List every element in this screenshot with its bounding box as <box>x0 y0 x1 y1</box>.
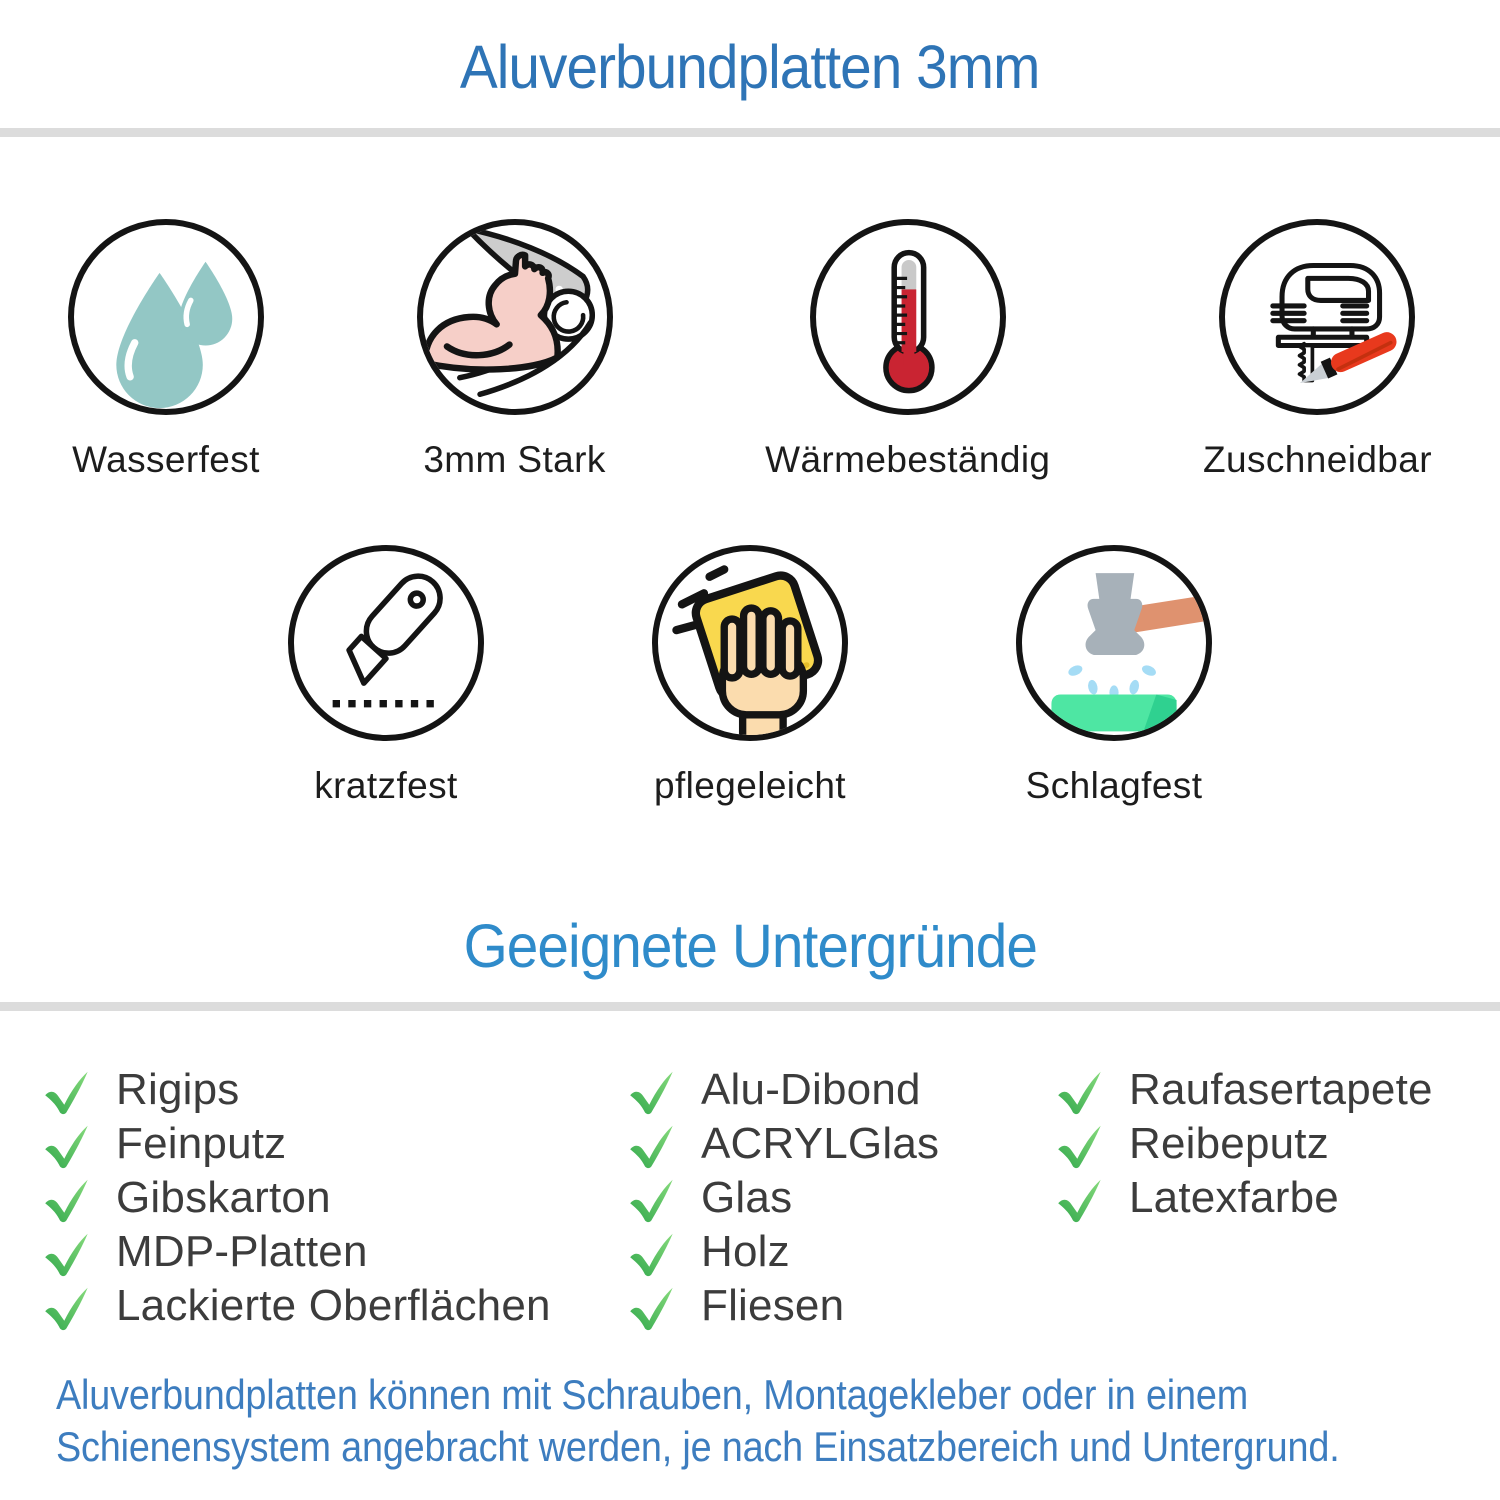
feature-label: kratzfest <box>314 765 458 807</box>
page-title: Aluverbundplatten 3mm <box>460 33 1040 101</box>
list-item-label: Raufasertapete <box>1129 1065 1433 1115</box>
feature-label: pflegeleicht <box>654 765 846 807</box>
check-icon <box>38 1064 94 1116</box>
check-icon <box>38 1226 94 1278</box>
list-item <box>38 1063 623 1117</box>
check-icon <box>1051 1118 1107 1170</box>
feature-row-1 <box>0 219 1500 481</box>
mounting-note <box>0 1369 1500 1473</box>
feature-row-2 <box>0 545 1500 807</box>
feature-pflegeleicht <box>652 545 848 807</box>
check-icon <box>38 1280 94 1332</box>
feature-kratzfest <box>288 545 484 807</box>
feature-label: Wärmebeständig <box>765 439 1051 481</box>
check-icon <box>623 1064 679 1116</box>
mounting-note-line2: Schienensystem angebracht werden, je nach Einsatzbereich und Untergrund. <box>56 1423 1340 1471</box>
feature-label: 3mm Stark <box>423 439 606 481</box>
list-item <box>38 1225 623 1279</box>
section-title: Geeignete Untergründe <box>463 912 1037 981</box>
list-item-label: Lackierte Oberflächen <box>116 1281 551 1331</box>
jigsaw-icon <box>1219 219 1415 415</box>
check-icon <box>623 1118 679 1170</box>
list-item-label: Reibeputz <box>1129 1119 1329 1169</box>
list-item-label: MDP-Platten <box>116 1227 368 1277</box>
thermometer-icon <box>810 219 1006 415</box>
list-item <box>38 1279 623 1333</box>
check-icon <box>623 1280 679 1332</box>
list-item-label: Latexfarbe <box>1129 1173 1339 1223</box>
substrates-column-3 <box>1051 1063 1500 1333</box>
utility-knife-icon <box>288 545 484 741</box>
list-item-label: Glas <box>701 1173 793 1223</box>
list-item <box>623 1279 1051 1333</box>
feature-label: Zuschneidbar <box>1202 439 1432 481</box>
list-item-label: Rigips <box>116 1065 240 1115</box>
cleaning-hand-icon <box>652 545 848 741</box>
list-item <box>38 1117 623 1171</box>
check-icon <box>1051 1064 1107 1116</box>
list-item <box>38 1171 623 1225</box>
check-icon <box>623 1172 679 1224</box>
check-icon <box>38 1172 94 1224</box>
divider <box>0 128 1500 137</box>
list-item <box>623 1117 1051 1171</box>
list-item <box>623 1063 1051 1117</box>
feature-label: Wasserfest <box>72 439 260 481</box>
feature-schlagfest <box>1016 545 1212 807</box>
feature-waermebestaendig <box>765 219 1050 481</box>
hammer-icon <box>1016 545 1212 741</box>
check-icon <box>623 1226 679 1278</box>
check-icon <box>38 1118 94 1170</box>
substrates-column-2 <box>623 1063 1051 1333</box>
list-item-label: Feinputz <box>116 1119 287 1169</box>
list-item <box>623 1171 1051 1225</box>
water-drops-icon <box>68 219 264 415</box>
list-item-label: Gibskarton <box>116 1173 331 1223</box>
list-item-label: Holz <box>701 1227 790 1277</box>
check-icon <box>1051 1172 1107 1224</box>
list-item <box>1051 1063 1500 1117</box>
divider <box>0 1002 1500 1011</box>
substrates-column-1 <box>38 1063 623 1333</box>
list-item <box>1051 1117 1500 1171</box>
feature-3mm-stark <box>417 219 613 481</box>
list-item <box>623 1225 1051 1279</box>
substrates-list <box>0 1063 1500 1333</box>
list-item-label: Fliesen <box>701 1281 845 1331</box>
feature-wasserfest <box>68 219 264 481</box>
feature-label: Schlagfest <box>1025 765 1203 807</box>
muscle-arm-icon <box>417 219 613 415</box>
mounting-note-line1: Aluverbundplatten können mit Schrauben, Montagekleber oder in einem <box>56 1371 1249 1419</box>
list-item-label: Alu-Dibond <box>701 1065 921 1115</box>
list-item-label: ACRYLGlas <box>701 1119 940 1169</box>
list-item <box>1051 1171 1500 1225</box>
feature-zuschneidbar <box>1203 219 1432 481</box>
